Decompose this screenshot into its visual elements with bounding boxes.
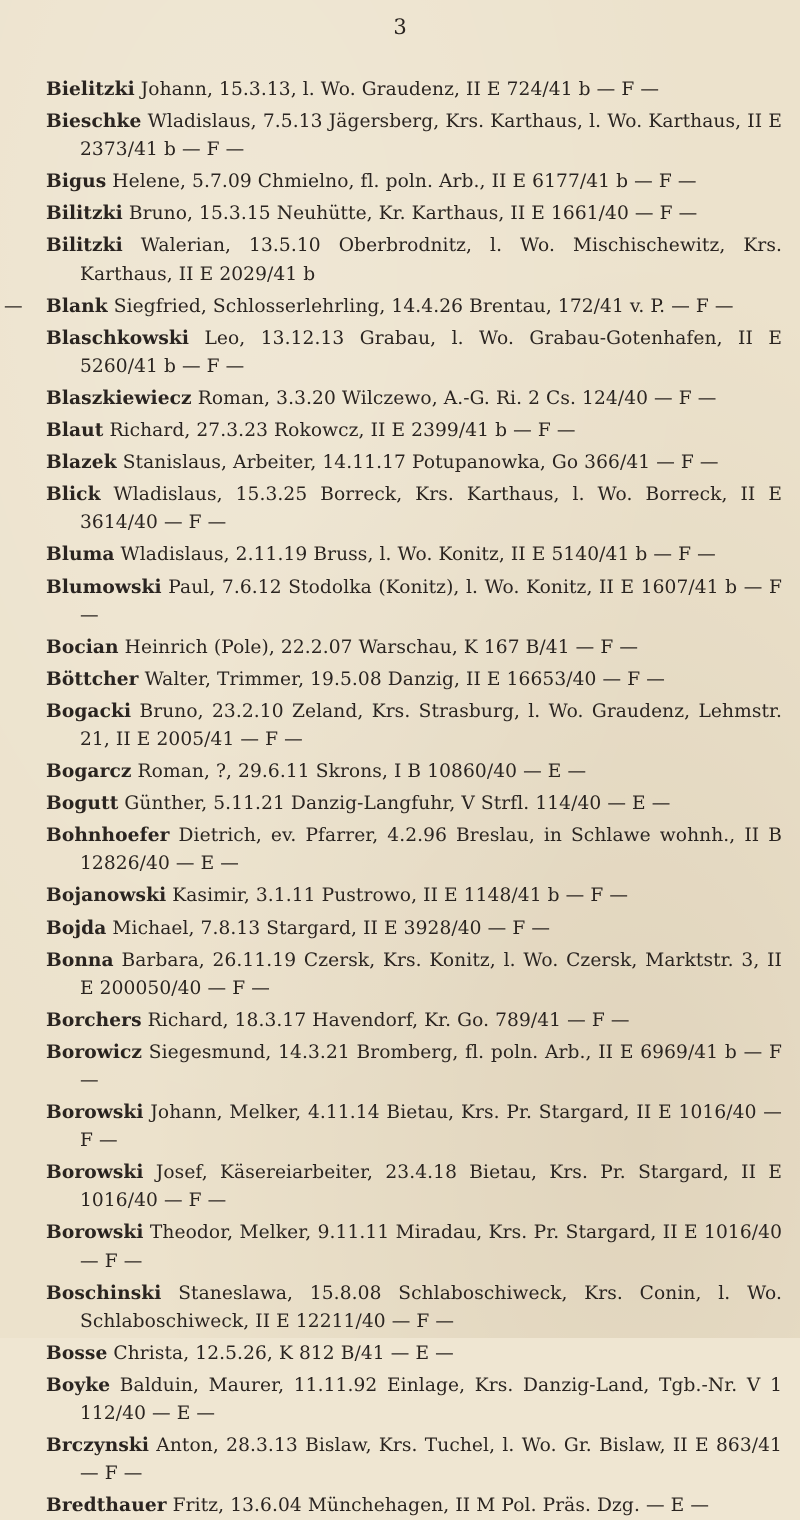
- entry-details: Siegesmund, 14.3.21 Bromberg, fl. poln. Arb., II E 6969/41 b — F —: [80, 1041, 782, 1091]
- list-item: [46, 76, 782, 104]
- entry-surname: Borowicz: [46, 1041, 143, 1063]
- entry-surname: Borowski: [46, 1102, 144, 1124]
- list-item: [46, 232, 782, 288]
- entry-details: Richard, 18.3.17 Havendorf, Kr. Go. 789/41 — F —: [141, 1009, 630, 1031]
- entry-details: Johann, 15.3.13, l. Wo. Graudenz, II E 724/41 b — F —: [134, 79, 660, 100]
- list-item: [46, 481, 782, 537]
- list-item: [46, 1099, 782, 1155]
- list-item: [46, 449, 782, 477]
- list-item: [46, 1492, 782, 1520]
- entry-details: Kasimir, 3.1.11 Pustrowo, II E 1148/41 b — F —: [166, 885, 629, 907]
- entry-details: Stanislaus, Arbeiter, 14.11.17 Potupanowka, Go 366/41 — F —: [116, 452, 719, 474]
- entry-details: Johann, Melker, 4.11.14 Bietau, Krs. Pr. Stargard, II E 1016/40 — F —: [80, 1102, 782, 1152]
- entry-surname: Boyke: [46, 1374, 111, 1396]
- entry-details: Dietrich, ev. Pfarrer, 4.2.96 Breslau, in Schlawe wohnh., II B 12826/40 — E —: [80, 825, 782, 875]
- entry-surname: Borchers: [46, 1009, 142, 1031]
- list-item: [46, 541, 782, 569]
- list-item: [46, 325, 782, 381]
- list-item: [46, 1432, 782, 1488]
- entry-details: Leo, 13.12.13 Grabau, l. Wo. Grabau-Gotenhafen, II E 5260/41 b — F —: [80, 327, 782, 377]
- entry-details: Balduin, Maurer, 11.11.92 Einlage, Krs. Danzig-Land, Tgb.-Nr. V 1 112/40 — E —: [80, 1374, 782, 1425]
- entry-dash-mark: —: [4, 295, 23, 317]
- entry-surname: Bilitzki: [46, 235, 123, 257]
- entry-surname: Böttcher: [46, 668, 139, 690]
- page-number: 3: [393, 15, 407, 39]
- entry-surname: Boschinski: [46, 1282, 162, 1304]
- entry-surname: Bredthauer: [46, 1495, 167, 1517]
- list-item: [46, 1372, 782, 1428]
- list-item: [46, 1039, 782, 1095]
- entry-surname: Blaszkiewiecz: [46, 387, 192, 409]
- entry-details: Walerian, 13.5.10 Oberbrodnitz, l. Wo. Mischischewitz, Krs. Karthaus, II E 2029/41 b: [80, 235, 782, 285]
- entry-list: [4, 76, 782, 1520]
- entry-details: Heinrich (Pole), 22.2.07 Warschau, K 167 B/41 — F —: [118, 636, 639, 658]
- entry-details: Paul, 7.6.12 Stodolka (Konitz), l. Wo. Konitz, II E 1607/41 b — F —: [80, 576, 782, 626]
- entry-surname: Bogacki: [46, 700, 132, 722]
- entry-surname: Bonna: [46, 949, 114, 971]
- entry-surname: Bocian: [46, 636, 119, 658]
- list-item: [46, 1007, 782, 1035]
- entry-details: Bruno, 23.2.10 Zeland, Krs. Strasburg, l. Wo. Graudenz, Lehmstr. 21, II E 2005/41 — F —: [80, 700, 782, 750]
- entry-surname: Bilitzki: [46, 203, 123, 225]
- entry-details: Bruno, 15.3.15 Neuhütte, Kr. Karthaus, II E 1661/40 — F —: [122, 203, 698, 225]
- entry-details: Richard, 27.3.23 Rokowcz, II E 2399/41 b — F —: [103, 420, 576, 442]
- entry-surname: Bieschke: [46, 111, 142, 133]
- list-item: [46, 790, 782, 818]
- entry-surname: Borowski: [46, 1162, 144, 1184]
- list-item: [46, 574, 782, 630]
- entry-details: Barbara, 26.11.19 Czersk, Krs. Konitz, l. Wo. Czersk, Marktstr. 3, II E 200050/40 — F —: [80, 949, 782, 999]
- entry-surname: Borowski: [46, 1222, 144, 1244]
- list-item: [46, 108, 782, 164]
- entry-details: Wladislaus, 15.3.25 Borreck, Krs. Karthaus, l. Wo. Borreck, II E 3614/40 — F —: [80, 484, 782, 534]
- entry-details: Helene, 5.7.09 Chmielno, fl. poln. Arb., II E 6177/41 b — F —: [106, 171, 697, 193]
- list-item: [46, 915, 782, 943]
- list-item: [46, 698, 782, 754]
- entry-details: Wladislaus, 2.11.19 Bruss, l. Wo. Konitz, II E 5140/41 b — F —: [114, 544, 716, 566]
- entry-surname: Blick: [46, 484, 101, 506]
- entry-surname: Blank: [46, 295, 108, 317]
- entry-surname: Bigus: [46, 171, 107, 193]
- entry-details: Günther, 5.11.21 Danzig-Langfuhr, V Strfl. 114/40 — E —: [118, 793, 671, 815]
- entry-surname: Bielitzki: [46, 79, 135, 100]
- entry-details: Josef, Käsereiarbeiter, 23.4.18 Bietau, Krs. Pr. Stargard, II E 1016/40 — F —: [80, 1162, 782, 1212]
- entry-details: Staneslawa, 15.8.08 Schlaboschiweck, Krs. Conin, l. Wo. Schlaboschiweck, II E 12211/40 — F —: [80, 1282, 782, 1332]
- entry-surname: Bosse: [46, 1342, 108, 1364]
- entry-details: Siegfried, Schlosserlehrling, 14.4.26 Brentau, 172/41 v. P. — F —: [107, 295, 734, 317]
- entry-details: Anton, 28.3.13 Bislaw, Krs. Tuchel, l. Wo. Gr. Bislaw, II E 863/41 — F —: [80, 1435, 782, 1485]
- entry-surname: Blazek: [46, 452, 117, 474]
- entry-details: Fritz, 13.6.04 Münchehagen, II M Pol. Präs. Dzg. — E —: [166, 1495, 710, 1517]
- entry-surname: Bohnhoefer: [46, 825, 170, 847]
- list-item: [46, 385, 782, 413]
- list-item: [46, 1219, 782, 1275]
- entry-surname: Bojda: [46, 917, 107, 939]
- entry-details: Roman, ?, 29.6.11 Skrons, I B 10860/40 — E —: [131, 761, 587, 783]
- entry-surname: Bojanowski: [46, 885, 167, 907]
- entry-surname: Blaschkowski: [46, 327, 190, 349]
- entry-surname: Bogutt: [46, 793, 119, 815]
- entry-details: Theodor, Melker, 9.11.11 Miradau, Krs. Pr. Stargard, II E 1016/40 — F —: [80, 1222, 782, 1272]
- entry-surname: Bogarcz: [46, 761, 132, 783]
- entry-surname: Brczynski: [46, 1435, 150, 1457]
- list-item: [46, 947, 782, 1003]
- list-item: [46, 168, 782, 196]
- list-item: [46, 1340, 782, 1368]
- entry-surname: Blumowski: [46, 576, 162, 598]
- entry-surname: Bluma: [46, 544, 115, 566]
- list-item: [46, 1280, 782, 1336]
- entry-surname: Blaut: [46, 420, 104, 442]
- entry-details: Walter, Trimmer, 19.5.08 Danzig, II E 16653/40 — F —: [138, 668, 665, 690]
- list-item: [46, 882, 782, 910]
- list-item: [46, 666, 782, 694]
- list-item: [46, 1159, 782, 1215]
- entry-details: Michael, 7.8.13 Stargard, II E 3928/40 — F —: [106, 917, 551, 939]
- entry-details: Roman, 3.3.20 Wilczewo, A.-G. Ri. 2 Cs. 124/40 — F —: [191, 387, 717, 409]
- list-item: [46, 417, 782, 445]
- entry-details: Christa, 12.5.26, K 812 B/41 — E —: [107, 1342, 454, 1364]
- entry-details: Wladislaus, 7.5.13 Jägersberg, Krs. Karthaus, l. Wo. Karthaus, II E 2373/41 b — F —: [80, 111, 782, 161]
- list-item: [46, 200, 782, 228]
- list-item: [46, 634, 782, 662]
- list-item: [46, 758, 782, 786]
- list-item: [46, 822, 782, 878]
- list-item: [4, 293, 782, 321]
